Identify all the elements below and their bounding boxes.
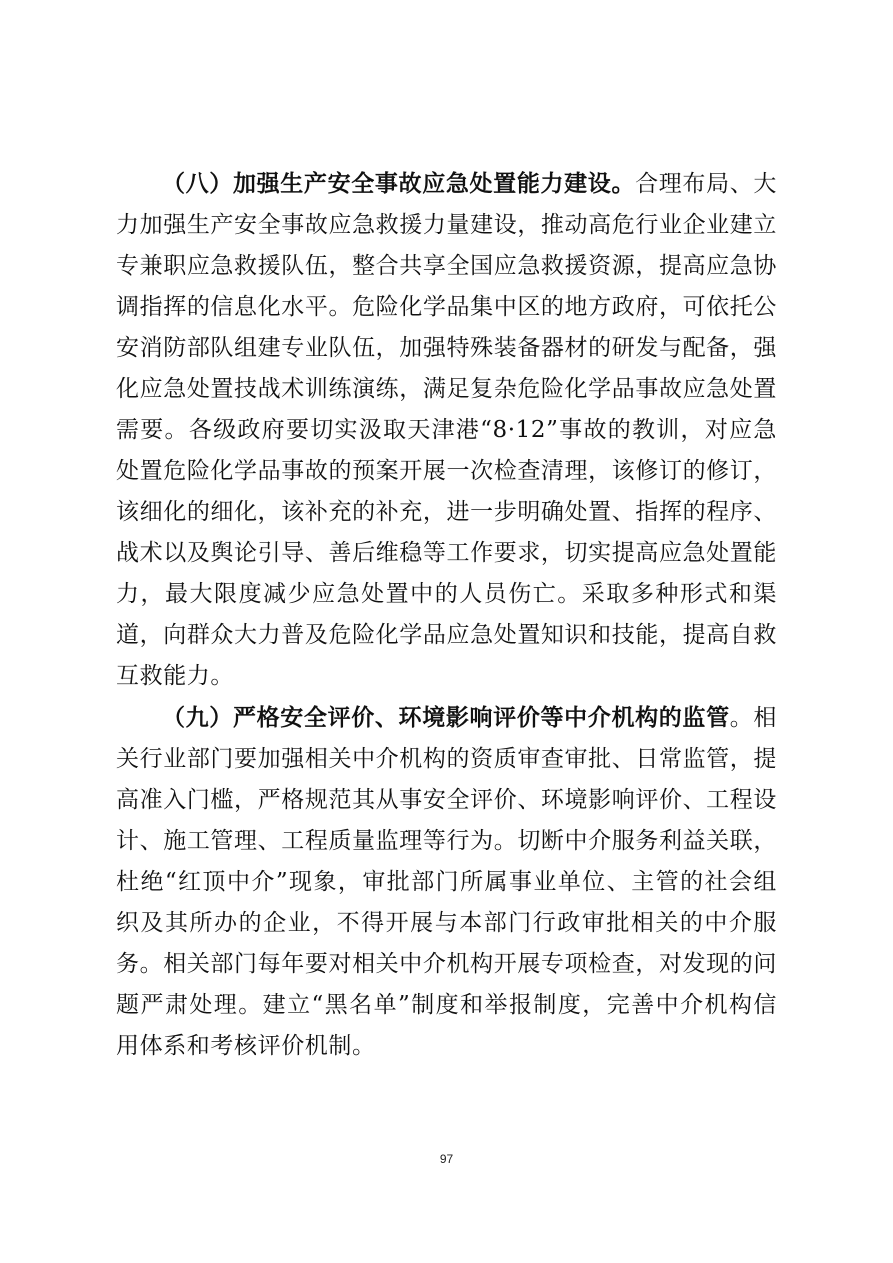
page-number: 97: [439, 1152, 454, 1166]
paragraph-9-heading: （九）严格安全评价、环境影响评价等中介机构的监管: [162, 704, 730, 731]
paragraph-9: [116, 697, 777, 1067]
paragraph-8-heading: （八）加强生产安全事故应急处置能力建设。: [162, 170, 636, 197]
paragraph-8: [116, 163, 777, 697]
document-body: [116, 163, 777, 1067]
paragraph-8-text: 合理布局、大力加强生产安全事故应急救援力量建设，推动高危行业企业建立专兼职应急救援队伍，整合共享全国应急救援资源，提高应急协调指挥的信息化水平。危险化学品集中区的地方政府，可依托公安消防部队组建专业队伍，加强特殊装备器材的研发与配备，强化应急处置技战术训练演练，满足复杂危险化学品事故应急处置需要。各级政府要切实汲取天津港“8·12”事故的教训，对应急处置危险化学品事故的预案开展一次检查清理，该修订的修订，该细化的细化，该补充的补充，进一步明确处置、指挥的程序、战术以及舆论引导、善后维稳等工作要求，切实提高应急处置能力，最大限度减少应急处置中的人员伤亡。采取多种形式和渠道，向群众大力普及危险化学品应急处置知识和技能，提高自救互救能力。: [116, 171, 778, 689]
paragraph-9-text: 。相关行业部门要加强相关中介机构的资质审查审批、日常监管，提高准入门槛，严格规范其从事安全评价、环境影响评价、工程设计、施工管理、工程质量监理等行为。切断中介服务利益关联，杜绝“红顶中介”现象，审批部门所属事业单位、主管的社会组织及其所办的企业，不得开展与本部门行政审批相关的中介服务。相关部门每年要对相关中介机构开展专项检查，对发现的问题严肃处理。建立“黑名单”制度和举报制度，完善中介机构信用体系和考核评价机制。: [116, 705, 778, 1059]
